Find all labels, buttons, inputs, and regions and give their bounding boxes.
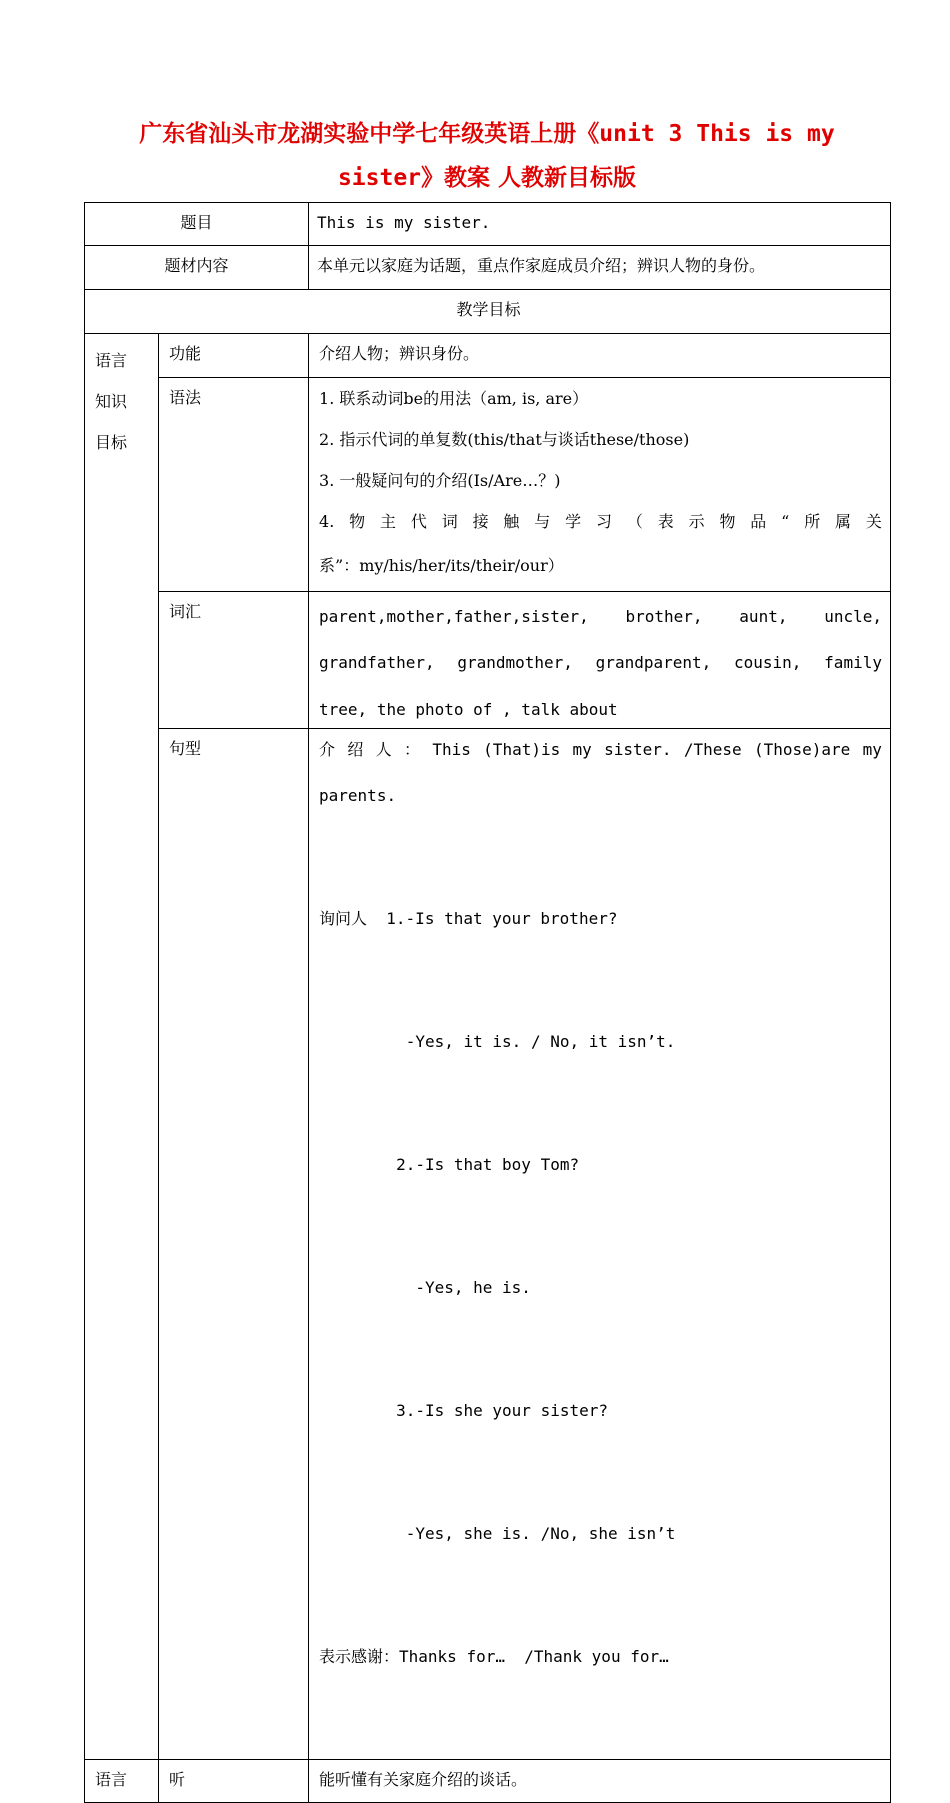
lang-label-3: 目标 [95,433,128,452]
topic-label: 题目 [180,213,213,232]
lang-label-1: 语言 [95,351,128,370]
lang-knowledge-label-cell [85,334,159,1760]
title-line-2: sister》教案 人教新目标版 [337,164,637,191]
pattern-thanks: 表示感谢：Thanks for… /Thank you for… [319,1647,669,1666]
title-line-1: 广东省汕头市龙湖实验中学七年级英语上册《unit 3 This is my [139,120,835,147]
listen-label-cell [159,1760,309,1803]
content-label: 题材内容 [164,256,229,275]
skill-label-cell [85,1760,159,1803]
grammar-item-4-line-2: 系”：my/his/her/its/their/our） [319,556,564,575]
grammar-item-2: 2. 指示代词的单复数(this/that与谈话these/those) [319,430,690,449]
row-sentence-patterns [85,729,891,1760]
vocab-label-cell [159,592,309,729]
lesson-plan-table [84,202,891,1803]
row-function [85,334,891,378]
grammar-label-cell [159,378,309,592]
row-grammar [85,378,891,592]
function-value: 介绍人物；辨识身份。 [319,344,480,363]
objectives-header-cell [85,290,891,334]
pattern-value-cell [309,729,891,1760]
pattern-ask-2-answer: -Yes, he is. [319,1278,531,1297]
topic-value: This is my sister. [317,213,491,232]
topic-value-cell [309,203,891,246]
content-value: 本单元以家庭为话题，重点作家庭成员介绍；辨识人物的身份。 [317,256,766,275]
row-listening [85,1760,891,1803]
grammar-value-cell [309,378,891,592]
pattern-ask-2: 2.-Is that boy Tom? [319,1155,580,1174]
vocab-line-3: tree, the photo of , talk about [319,700,618,719]
row-vocabulary [85,592,891,729]
objectives-header: 教学目标 [456,300,521,319]
listen-value-cell [309,1760,891,1803]
vocab-line-1: parent,mother,father,sister, brother, aunt, uncle, [319,607,883,626]
vocab-value-cell [309,592,891,729]
pattern-ask-3-answer: -Yes, she is. /No, she isn’t [319,1524,676,1543]
vocab-line-2: grandfather, grandmother, grandparent, cousin, family [319,653,882,672]
row-content [85,246,891,290]
document-title [84,112,890,200]
skill-label: 语言 [95,1770,128,1789]
row-topic [85,203,891,246]
pattern-ask-1-answer: -Yes, it is. / No, it isn’t. [319,1032,676,1051]
content-label-cell [85,246,309,290]
topic-label-cell [85,203,309,246]
pattern-label-cell [159,729,309,1760]
grammar-item-1: 1. 联系动词be的用法（am, is, are） [319,389,589,408]
listen-value: 能听懂有关家庭介绍的谈话。 [319,1770,528,1789]
vocab-label: 词汇 [169,602,202,621]
grammar-item-4-line-1: 4. 物 主 代 词 接 触 与 学 习 （ 表 示 物 品 “ 所 属 关 [319,512,882,531]
lang-label-2: 知识 [95,392,128,411]
function-value-cell [309,334,891,378]
pattern-ask-1: 询问人 1.-Is that your brother? [319,909,618,928]
function-label: 功能 [169,344,202,363]
pattern-line-1: 介 绍 人 ： This (That)is my sister. /These (Those)are my [319,740,882,759]
listen-label: 听 [169,1770,186,1789]
row-objectives-header [85,290,891,334]
pattern-line-2: parents. [319,786,397,805]
content-value-cell [309,246,891,290]
grammar-item-3: 3. 一般疑问句的介绍(Is/Are…？) [319,471,561,490]
grammar-label: 语法 [169,388,202,407]
function-label-cell [159,334,309,378]
pattern-label: 句型 [169,739,202,758]
pattern-ask-3: 3.-Is she your sister? [319,1401,608,1420]
